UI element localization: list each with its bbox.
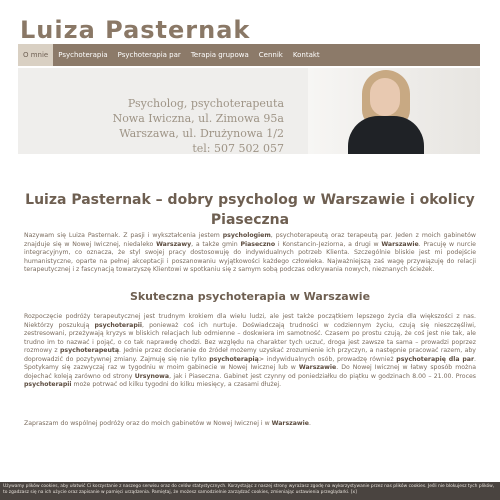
hero-contact [84,96,284,156]
nav-item-kontakt[interactable]: Kontakt [292,51,320,59]
text: , jak i Piaseczna. Gabinet jest czynny od poniedziałku do piątku w godzinach 8.00 – 21.00. Proces [169,372,476,380]
text: . Do Nowej Iwicznej w łatwy sposób można dojechać koleją zarówno od strony [24,364,476,380]
bold-text: psychoterapią [209,355,259,363]
nav-item-o-mnie[interactable]: O mnie [18,44,53,66]
text: Zapraszam do wspólnej podróży oraz do moich gabinetów w Nowej Iwicznej i w [24,420,272,427]
bold-text: Warszawie [271,420,309,427]
hero-phone: tel: 507 502 057 [192,142,284,155]
text: . [308,420,311,427]
hero-address-2: Warszawa, ul. Drużynowa 1/2 [119,127,284,140]
bold-text: psychoterapeutą [60,347,120,354]
text: . Jednie przez docieranie do źródeł możemy uzyskać zrozumienie ich przyczyn, a następnie pracować razem, aby doprowadzić do pozytywnej zmiany. Zajmuję się nie tylko [24,347,476,363]
intro-paragraph [24,232,476,275]
bold-text: psychoterapii [24,381,72,388]
section-heading: Skuteczna psychoterapia w Warszawie [129,290,371,303]
text: , ponieważ coś ich nurtuje. Doświadczają trudności w codziennym życiu, czują się nieszczęśliwi, zestresowani, przeżywają kryzys w bliskich relacjach lub odmienne – doskwiera im samotność. Czasem po prostu czują, że coś jest nie tak, ale trudno im to nazwać i pojąć, o co tak naprawdę chodzi. Bez względu na charakter tych uczuć, droga jest zawsze ta sama – prowadzi poprzez rozmowy z [24,321,476,354]
text: Rozpoczęcie podróży terapeutycznej jest trudnym krokiem dla wielu ludzi, ale jest także początkiem lepszego życia dla większości z nas. Niektórzy poszukują [24,313,476,329]
photo-face [370,78,400,116]
bold-text: Warszawie [298,364,337,371]
portrait-photo [308,68,480,154]
text: Nazywam się Luiza Pasternak. Z pasji i wykształcenia jestem [24,232,223,239]
text: może potrwać od kilku tygodni do kilku miesięcy, a czasami dłużej. [71,381,282,388]
nav-item-terapia-grupowa[interactable]: Terapia grupowa [190,51,249,59]
bold-text: Warszawy [156,240,192,248]
text: . Pracuję w nurcie integracyjnym, co oznacza, że styl swojej pracy dostosowuję do indywidualnych potrzeb Klienta. Szczególnie bliskie jest mi podejście humanistyczne, oparte na pełnej akceptacji i poszanowaniu wyjątkowości każdego człowieka. Najważniejszą zaś wagę przywiązuję do relacji terapeutycznej i z fascynacją towarzyszę Klientowi w spotkaniu się z samym sobą podczas odkrywania nowych, nieznanych ścieżek. [24,240,476,273]
hero-profession: Psycholog, psychoterapeuta [127,97,284,110]
text: , a także gmin [191,240,241,248]
cookie-text[interactable]: Używamy plików cookies, aby ułatwić Ci korzystanie z naszego serwisu oraz do celów statystycznych. Korzystając z naszej strony wyrażasz zgodę na wykorzystywanie przez nas plików cookies. Jeśli nie blokujesz tych plików, to zgadzasz się na ich użycie oraz zapisanie w pamięci urządzenia. Pamiętaj, że możesz samodzielnie zarządzać cookies, zmieniając ustawienia przeglądarki. [x] [3,484,495,495]
cookie-banner [0,482,500,500]
photo-body [348,116,424,154]
bold-text: psychologiem [222,232,271,239]
hero-banner [18,68,480,154]
bold-text: psychoterapię dla par [396,355,475,363]
text: > indywidualnych osób, prowadzę również [258,355,397,363]
text: , psychoterapeutą oraz terapeutą par. Jeden z moich gabinetów znajduje się w Nowej Iwicznej, niedaleko [24,232,476,248]
nav-item-cennik[interactable]: Cennik [258,51,283,59]
bold-text: Warszawie [381,240,419,248]
bold-text: psychoterapii [94,321,143,329]
hero-address-1: Nowa Iwiczna, ul. Zimowa 95a [112,112,284,125]
page-heading: Luiza Pasternak – dobry psycholog w Warszawie i okolicy Piaseczna [25,192,475,228]
main-nav [18,44,480,66]
text: i Konstancin-Jeziorna, a drugi w [275,240,382,248]
bold-text: Ursynowa [134,372,170,380]
site-title[interactable]: Luiza Pasternak [20,16,251,44]
nav-item-psychoterapia-par[interactable]: Psychoterapia par [117,51,181,59]
bold-text: Piaseczno [240,240,276,248]
invitation-paragraph [24,420,476,429]
nav-item-psychoterapia[interactable]: Psychoterapia [58,51,108,59]
text: . Spotykamy się zazwyczaj raz w tygodniu w moim gabinecie w Nowej Iwicznej lub w [24,355,476,371]
therapy-paragraph [24,313,476,390]
